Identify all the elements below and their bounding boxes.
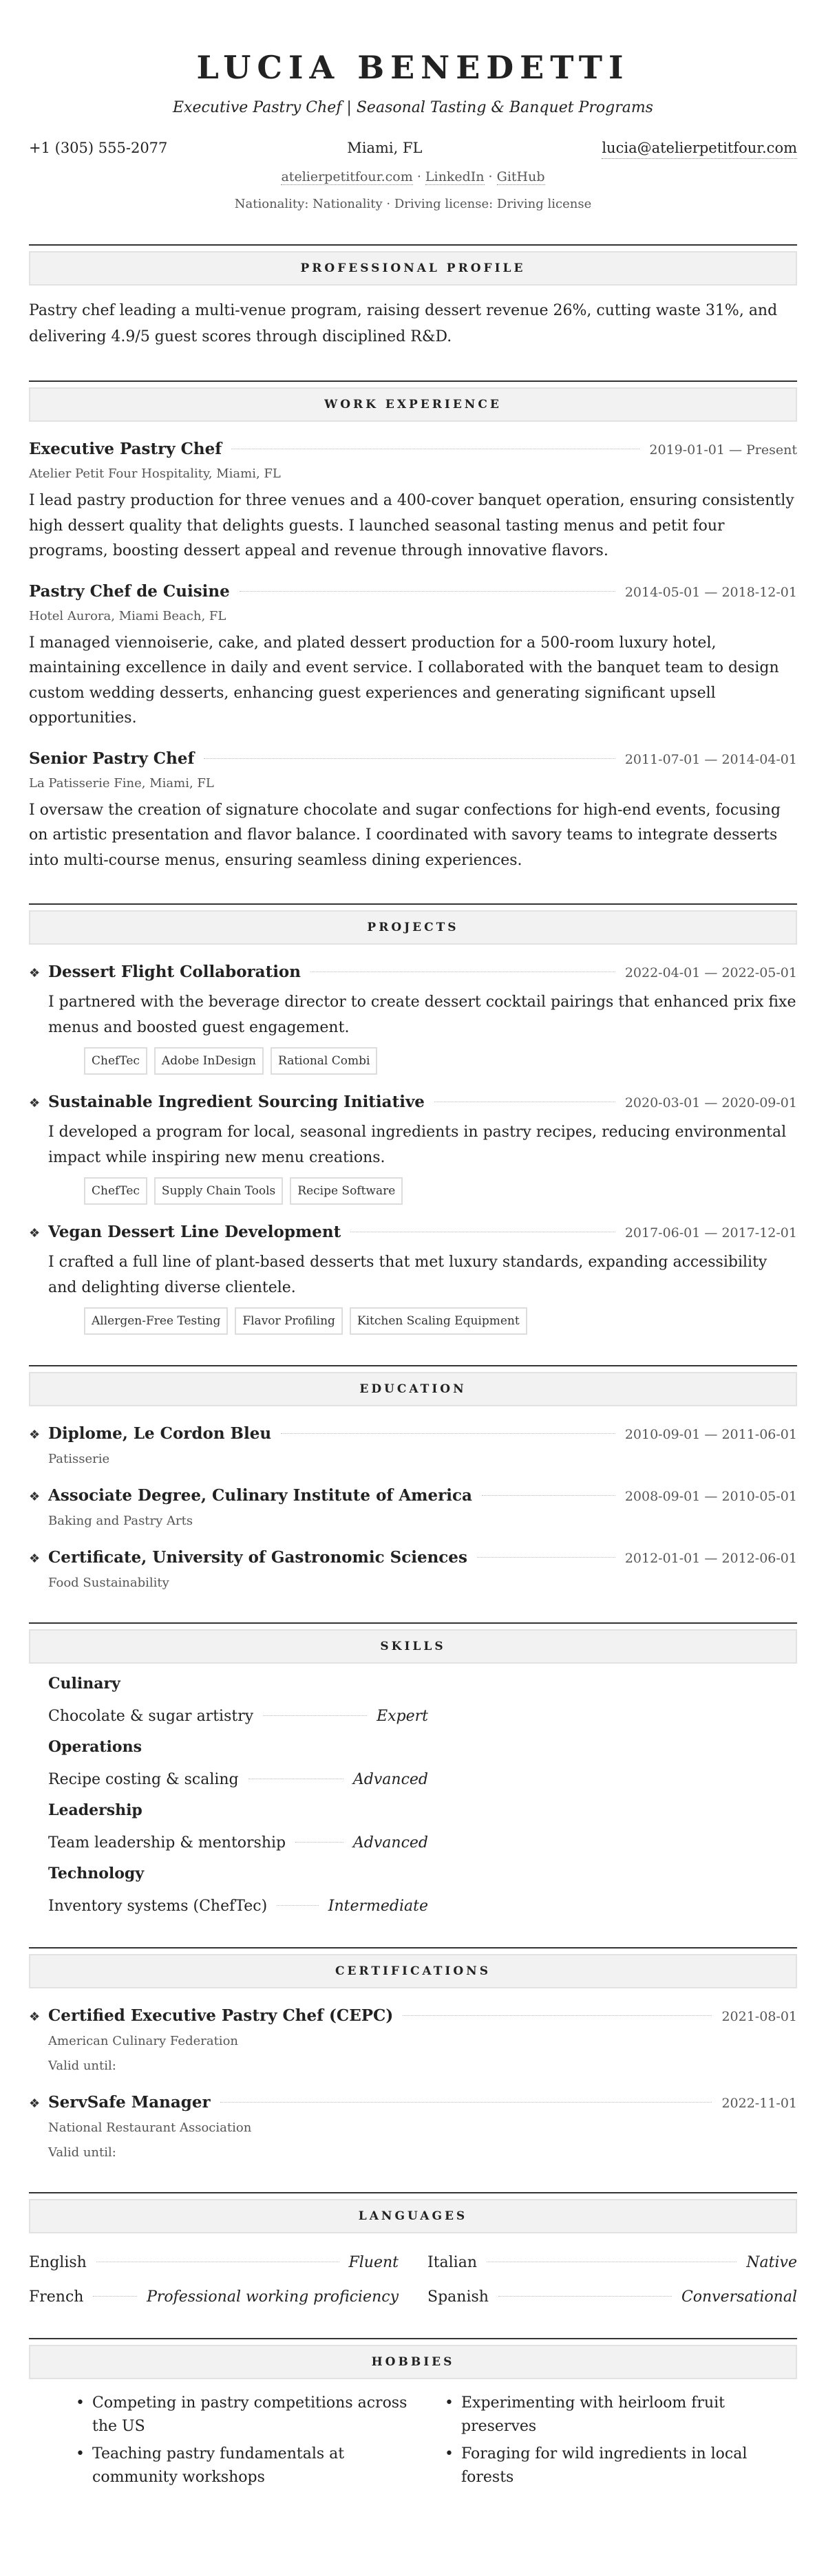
dotted-leader <box>477 1557 615 1558</box>
tag: Supply Chain Tools <box>154 1177 283 1205</box>
tag: Allergen-Free Testing <box>84 1307 228 1335</box>
education-dates: 2010-09-01 — 2011-06-01 <box>624 1427 797 1442</box>
diamond-bullet-icon: ❖ <box>29 2010 41 2024</box>
diamond-bullet-icon: ❖ <box>29 966 41 980</box>
skill-name: Inventory systems (ChefTec) <box>48 1898 268 1915</box>
driving-license: Driving license: Driving license <box>394 197 592 211</box>
languages-section <box>29 2192 797 2308</box>
tag: Adobe InDesign <box>154 1047 264 1075</box>
hobby-item: • Teaching pastry fundamentals at community workshops <box>73 2443 428 2489</box>
dotted-leader <box>220 2102 712 2103</box>
candidate-name: LUCIA BENEDETTI <box>196 49 630 86</box>
linkedin-link[interactable]: LinkedIn <box>425 169 485 184</box>
degree: Associate Degree, Culinary Institute of America <box>48 1486 472 1505</box>
project-entry <box>29 961 797 1075</box>
job-description: I lead pastry production for three venues and a 400-cover banquet operation, ensuring consistently high dessert quality that delights guests. I launched seasonal tasting menus and petit four programs, boosting dessert appeal and revenue through innovative flavors. <box>29 492 794 559</box>
contact-row <box>29 138 797 159</box>
cert-date: 2021-08-01 <box>721 2009 797 2024</box>
dotted-leader <box>281 1433 615 1434</box>
job-title: Pastry Chef de Cuisine <box>29 581 230 601</box>
work-entry <box>29 438 797 564</box>
section-title: PROFESSIONAL PROFILE <box>29 251 797 286</box>
location: Miami, FL <box>347 140 423 156</box>
skill-category: Culinary <box>48 1675 120 1693</box>
website-link[interactable]: atelierpetitfour.com <box>281 169 413 184</box>
language-row <box>29 2287 399 2308</box>
certification-entry <box>29 2005 797 2075</box>
field-of-study: Baking and Pastry Arts <box>48 1514 193 1528</box>
cert-issuer: National Restaurant Association <box>48 2121 252 2135</box>
work-entry <box>29 748 797 874</box>
section-title: WORK EXPERIENCE <box>29 387 797 422</box>
certification-entry <box>29 2092 797 2162</box>
hobby-item: • Experimenting with heirloom fruit preserves <box>442 2392 797 2438</box>
education-dates: 2008-09-01 — 2010-05-01 <box>624 1489 797 1504</box>
separator: · <box>416 169 421 184</box>
dotted-leader <box>403 2015 712 2016</box>
skills-section <box>29 1622 797 1917</box>
cert-title: ServSafe Manager <box>48 2093 211 2112</box>
skill-category: Leadership <box>48 1801 142 1819</box>
project-tags <box>84 1307 797 1335</box>
cert-valid-until: Valid until: <box>48 2059 116 2073</box>
degree: Diplome, Le Cordon Bleu <box>48 1424 272 1443</box>
skill-level: Advanced <box>352 1771 428 1788</box>
section-title: PROJECTS <box>29 910 797 945</box>
skill-row <box>48 1833 428 1854</box>
skill-category: Operations <box>48 1738 142 1756</box>
dotted-leader <box>277 1905 319 1906</box>
section-title: LANGUAGES <box>29 2199 797 2233</box>
dotted-leader <box>295 1842 343 1843</box>
separator: · <box>488 169 493 184</box>
section-title: HOBBIES <box>29 2345 797 2379</box>
headline: Executive Pastry Chef | Seasonal Tasting & Banquet Programs <box>173 99 653 116</box>
diamond-bullet-icon: ❖ <box>29 1226 41 1241</box>
education-section <box>29 1365 797 1592</box>
project-description: I crafted a full line of plant-based desserts that met luxury standards, expanding accessibility and delighting diverse clientele. <box>48 1254 767 1296</box>
diamond-bullet-icon: ❖ <box>29 1428 41 1442</box>
work-entry <box>29 581 797 731</box>
project-tags <box>84 1177 797 1205</box>
language-row <box>427 2253 797 2273</box>
dotted-leader <box>204 758 615 759</box>
cert-valid-until: Valid until: <box>48 2145 116 2160</box>
skill-name: Recipe costing & scaling <box>48 1771 239 1788</box>
separator: · <box>386 197 391 211</box>
certifications-section <box>29 1947 797 2162</box>
diamond-bullet-icon: ❖ <box>29 2096 41 2111</box>
email-link[interactable]: lucia@atelierpetitfour.com <box>602 138 797 159</box>
field-of-study: Food Sustainability <box>48 1576 169 1590</box>
job-title: Senior Pastry Chef <box>29 749 195 768</box>
dotted-leader <box>482 1495 615 1496</box>
tag: Recipe Software <box>290 1177 403 1205</box>
project-tags <box>84 1047 797 1075</box>
language-level: Conversational <box>681 2288 797 2306</box>
phone: +1 (305) 555-2077 <box>29 140 168 156</box>
tag: ChefTec <box>84 1177 147 1205</box>
hobby-item: • Competing in pastry competitions across the US <box>73 2392 428 2438</box>
skill-row <box>48 1770 428 1790</box>
project-dates: 2020-03-01 — 2020-09-01 <box>624 1095 797 1110</box>
section-title: CERTIFICATIONS <box>29 1954 797 1988</box>
cert-date: 2022-11-01 <box>721 2096 797 2111</box>
cert-title: Certified Executive Pastry Chef (CEPC) <box>48 2006 394 2025</box>
section-title: SKILLS <box>29 1629 797 1664</box>
project-dates: 2022-04-01 — 2022-05-01 <box>624 965 797 980</box>
dotted-leader <box>263 1715 367 1716</box>
links-row <box>29 167 797 186</box>
education-dates: 2012-01-01 — 2012-06-01 <box>624 1551 797 1566</box>
project-entry <box>29 1221 797 1335</box>
skill-level: Expert <box>377 1708 428 1725</box>
nationality: Nationality: Nationality <box>234 197 383 211</box>
education-entry <box>29 1485 797 1530</box>
dotted-leader <box>93 2296 137 2297</box>
project-description: I developed a program for local, seasonal ingredients in pastry recipes, reducing environmental impact while inspiring new menu creations. <box>48 1124 787 1166</box>
language-level: Professional working proficiency <box>147 2288 399 2306</box>
dotted-leader <box>498 2296 672 2297</box>
dotted-leader <box>240 591 615 592</box>
project-dates: 2017-06-01 — 2017-12-01 <box>624 1225 797 1241</box>
project-entry <box>29 1091 797 1205</box>
tag: Rational Combi <box>271 1047 377 1075</box>
personal-info <box>29 195 797 214</box>
hobbies-col-1 <box>73 2392 428 2493</box>
language-level: Fluent <box>348 2254 399 2271</box>
skill-category: Technology <box>48 1865 145 1882</box>
language-name: French <box>29 2288 84 2306</box>
job-dates: 2019-01-01 — Present <box>649 442 797 458</box>
project-title: Vegan Dessert Line Development <box>48 1223 341 1241</box>
company: Atelier Petit Four Hospitality, Miami, FL <box>29 466 281 481</box>
skill-name: Team leadership & mentorship <box>48 1834 286 1852</box>
project-description: I partnered with the beverage director to create dessert cocktail pairings that enhanced prix fixe menus and boosted guest engagement. <box>48 994 796 1036</box>
cert-issuer: American Culinary Federation <box>48 2034 238 2048</box>
job-dates: 2014-05-01 — 2018-12-01 <box>624 584 797 600</box>
diamond-bullet-icon: ❖ <box>29 1096 41 1110</box>
language-row <box>29 2253 399 2273</box>
github-link[interactable]: GitHub <box>496 169 545 184</box>
education-entry <box>29 1423 797 1468</box>
diamond-bullet-icon: ❖ <box>29 1552 41 1566</box>
profile-summary: Pastry chef leading a multi-venue program, raising dessert revenue 26%, cutting waste 31%, and delivering 4.9/5 guest scores through disciplined R&D. <box>29 302 778 345</box>
tag: ChefTec <box>84 1047 147 1075</box>
project-title: Sustainable Ingredient Sourcing Initiative <box>48 1093 425 1111</box>
skill-name: Chocolate & sugar artistry <box>48 1708 254 1725</box>
degree: Certificate, University of Gastronomic Sciences <box>48 1548 467 1567</box>
language-name: Italian <box>427 2254 478 2271</box>
job-dates: 2011-07-01 — 2014-04-01 <box>624 751 797 767</box>
language-row <box>427 2287 797 2308</box>
education-entry <box>29 1547 797 1592</box>
work-section <box>29 380 797 873</box>
job-title: Executive Pastry Chef <box>29 440 222 458</box>
tag: Kitchen Scaling Equipment <box>350 1307 527 1335</box>
skill-level: Intermediate <box>328 1898 428 1915</box>
language-name: Spanish <box>427 2288 489 2306</box>
job-description: I oversaw the creation of signature chocolate and sugar confections for high-end events, focusing on artistic presentation and flavor balance. I coordinated with savory teams to integrate desserts into multi-course menus, ensuring seamless dining experiences. <box>29 801 781 869</box>
skill-row <box>48 1706 428 1727</box>
language-name: English <box>29 2254 87 2271</box>
company: Hotel Aurora, Miami Beach, FL <box>29 608 226 623</box>
hobbies-section <box>29 2338 797 2493</box>
hobbies-col-2 <box>442 2392 797 2493</box>
section-title: EDUCATION <box>29 1372 797 1406</box>
tag: Flavor Profiling <box>235 1307 343 1335</box>
skill-row <box>48 1896 428 1917</box>
company: La Patisserie Fine, Miami, FL <box>29 775 214 791</box>
diamond-bullet-icon: ❖ <box>29 1490 41 1504</box>
job-description: I managed viennoiserie, cake, and plated dessert production for a 500-room luxury hotel, maintaining excellence in daily and event service. I collaborated with the banquet team to design custom wedding desserts, enhancing guest experiences and generating significant upsell opportunities. <box>29 634 779 727</box>
hobby-item: • Foraging for wild ingredients in local forests <box>442 2443 797 2489</box>
language-level: Native <box>746 2254 797 2271</box>
project-title: Dessert Flight Collaboration <box>48 963 301 981</box>
skill-level: Advanced <box>352 1834 428 1852</box>
profile-section <box>29 244 797 350</box>
field-of-study: Patisserie <box>48 1452 110 1466</box>
projects-section <box>29 903 797 1335</box>
